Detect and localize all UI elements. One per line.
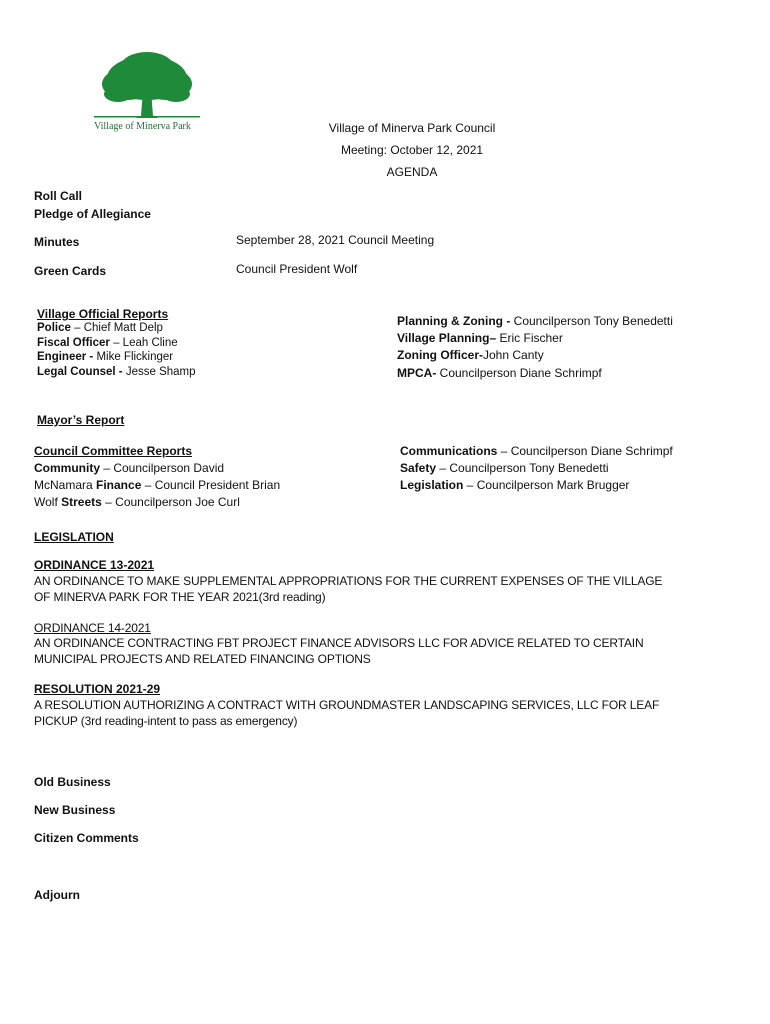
- committee-reports-heading: Council Committee Reports: [34, 444, 193, 458]
- legislation-heading: LEGISLATION: [34, 530, 114, 544]
- committee-community: Community – Councilperson David: [34, 461, 225, 475]
- ordinance-14-line1: AN ORDINANCE CONTRACTING FBT PROJECT FINANCE ADVISORS LLC FOR ADVICE RELATED TO CERTAIN: [34, 636, 644, 650]
- header-council-title: Village of Minerva Park Council: [328, 121, 496, 135]
- header-meeting-date: Meeting: October 12, 2021: [340, 143, 484, 157]
- mayors-report: Mayor’s Report: [37, 413, 125, 427]
- green-cards-label: Green Cards: [34, 264, 107, 278]
- official-report-mpca: MPCA- Councilperson Diane Schrimpf: [397, 366, 602, 380]
- roll-call: Roll Call: [34, 189, 83, 203]
- resolution-29-line1: A RESOLUTION AUTHORIZING A CONTRACT WITH GROUNDMASTER LANDSCAPING SERVICES, LLC FOR LEAF: [34, 698, 660, 712]
- official-reports-heading: Village Official Reports: [37, 307, 169, 321]
- official-report-fiscal: Fiscal Officer – Leah Cline: [37, 337, 178, 349]
- ordinance-13-line1: AN ORDINANCE TO MAKE SUPPLEMENTAL APPROPRIATIONS FOR THE CURRENT EXPENSES OF THE VILLAGE: [34, 574, 663, 588]
- ordinance-13-line2: OF MINERVA PARK FOR THE YEAR 2021(3rd reading): [34, 590, 326, 604]
- committee-communications: Communications – Councilperson Diane Schrimpf: [400, 444, 673, 458]
- green-cards-value: Council President Wolf: [236, 262, 358, 276]
- adjourn: Adjourn: [34, 888, 80, 902]
- ordinance-14-line2: MUNICIPAL PROJECTS AND RELATED FINANCING OPTIONS: [34, 652, 371, 666]
- committee-safety: Safety – Councilperson Tony Benedetti: [400, 461, 609, 475]
- official-report-planning-zoning: Planning & Zoning - Councilperson Tony Benedetti: [397, 314, 673, 328]
- minutes-value: September 28, 2021 Council Meeting: [236, 233, 435, 247]
- logo-text: Village of Minerva Park: [94, 121, 191, 132]
- official-report-police: Police – Chief Matt Delp: [37, 322, 163, 334]
- ordinance-13-title: ORDINANCE 13-2021: [34, 558, 155, 572]
- old-business: Old Business: [34, 775, 111, 789]
- committee-finance: McNamara Finance – Council President Brian: [34, 478, 281, 492]
- committee-streets: Wolf Streets – Councilperson Joe Curl: [34, 495, 240, 509]
- citizen-comments: Citizen Comments: [34, 831, 139, 845]
- pledge-of-allegiance: Pledge of Allegiance: [34, 207, 151, 221]
- new-business: New Business: [34, 803, 116, 817]
- official-report-village-planning: Village Planning– Eric Fischer: [397, 331, 563, 345]
- committee-legislation: Legislation – Councilperson Mark Brugger: [400, 478, 630, 492]
- official-report-engineer: Engineer - Mike Flickinger: [37, 351, 174, 363]
- resolution-29-title: RESOLUTION 2021-29: [34, 682, 161, 696]
- official-report-legal: Legal Counsel - Jesse Shamp: [37, 366, 196, 378]
- ordinance-14-title: ORDINANCE 14-2021: [34, 621, 151, 635]
- header-agenda: AGENDA: [386, 165, 438, 179]
- official-report-zoning-officer: Zoning Officer-John Canty: [397, 348, 544, 362]
- minutes-label: Minutes: [34, 235, 80, 249]
- resolution-29-line2: PICKUP (3rd reading-intent to pass as emergency): [34, 714, 298, 728]
